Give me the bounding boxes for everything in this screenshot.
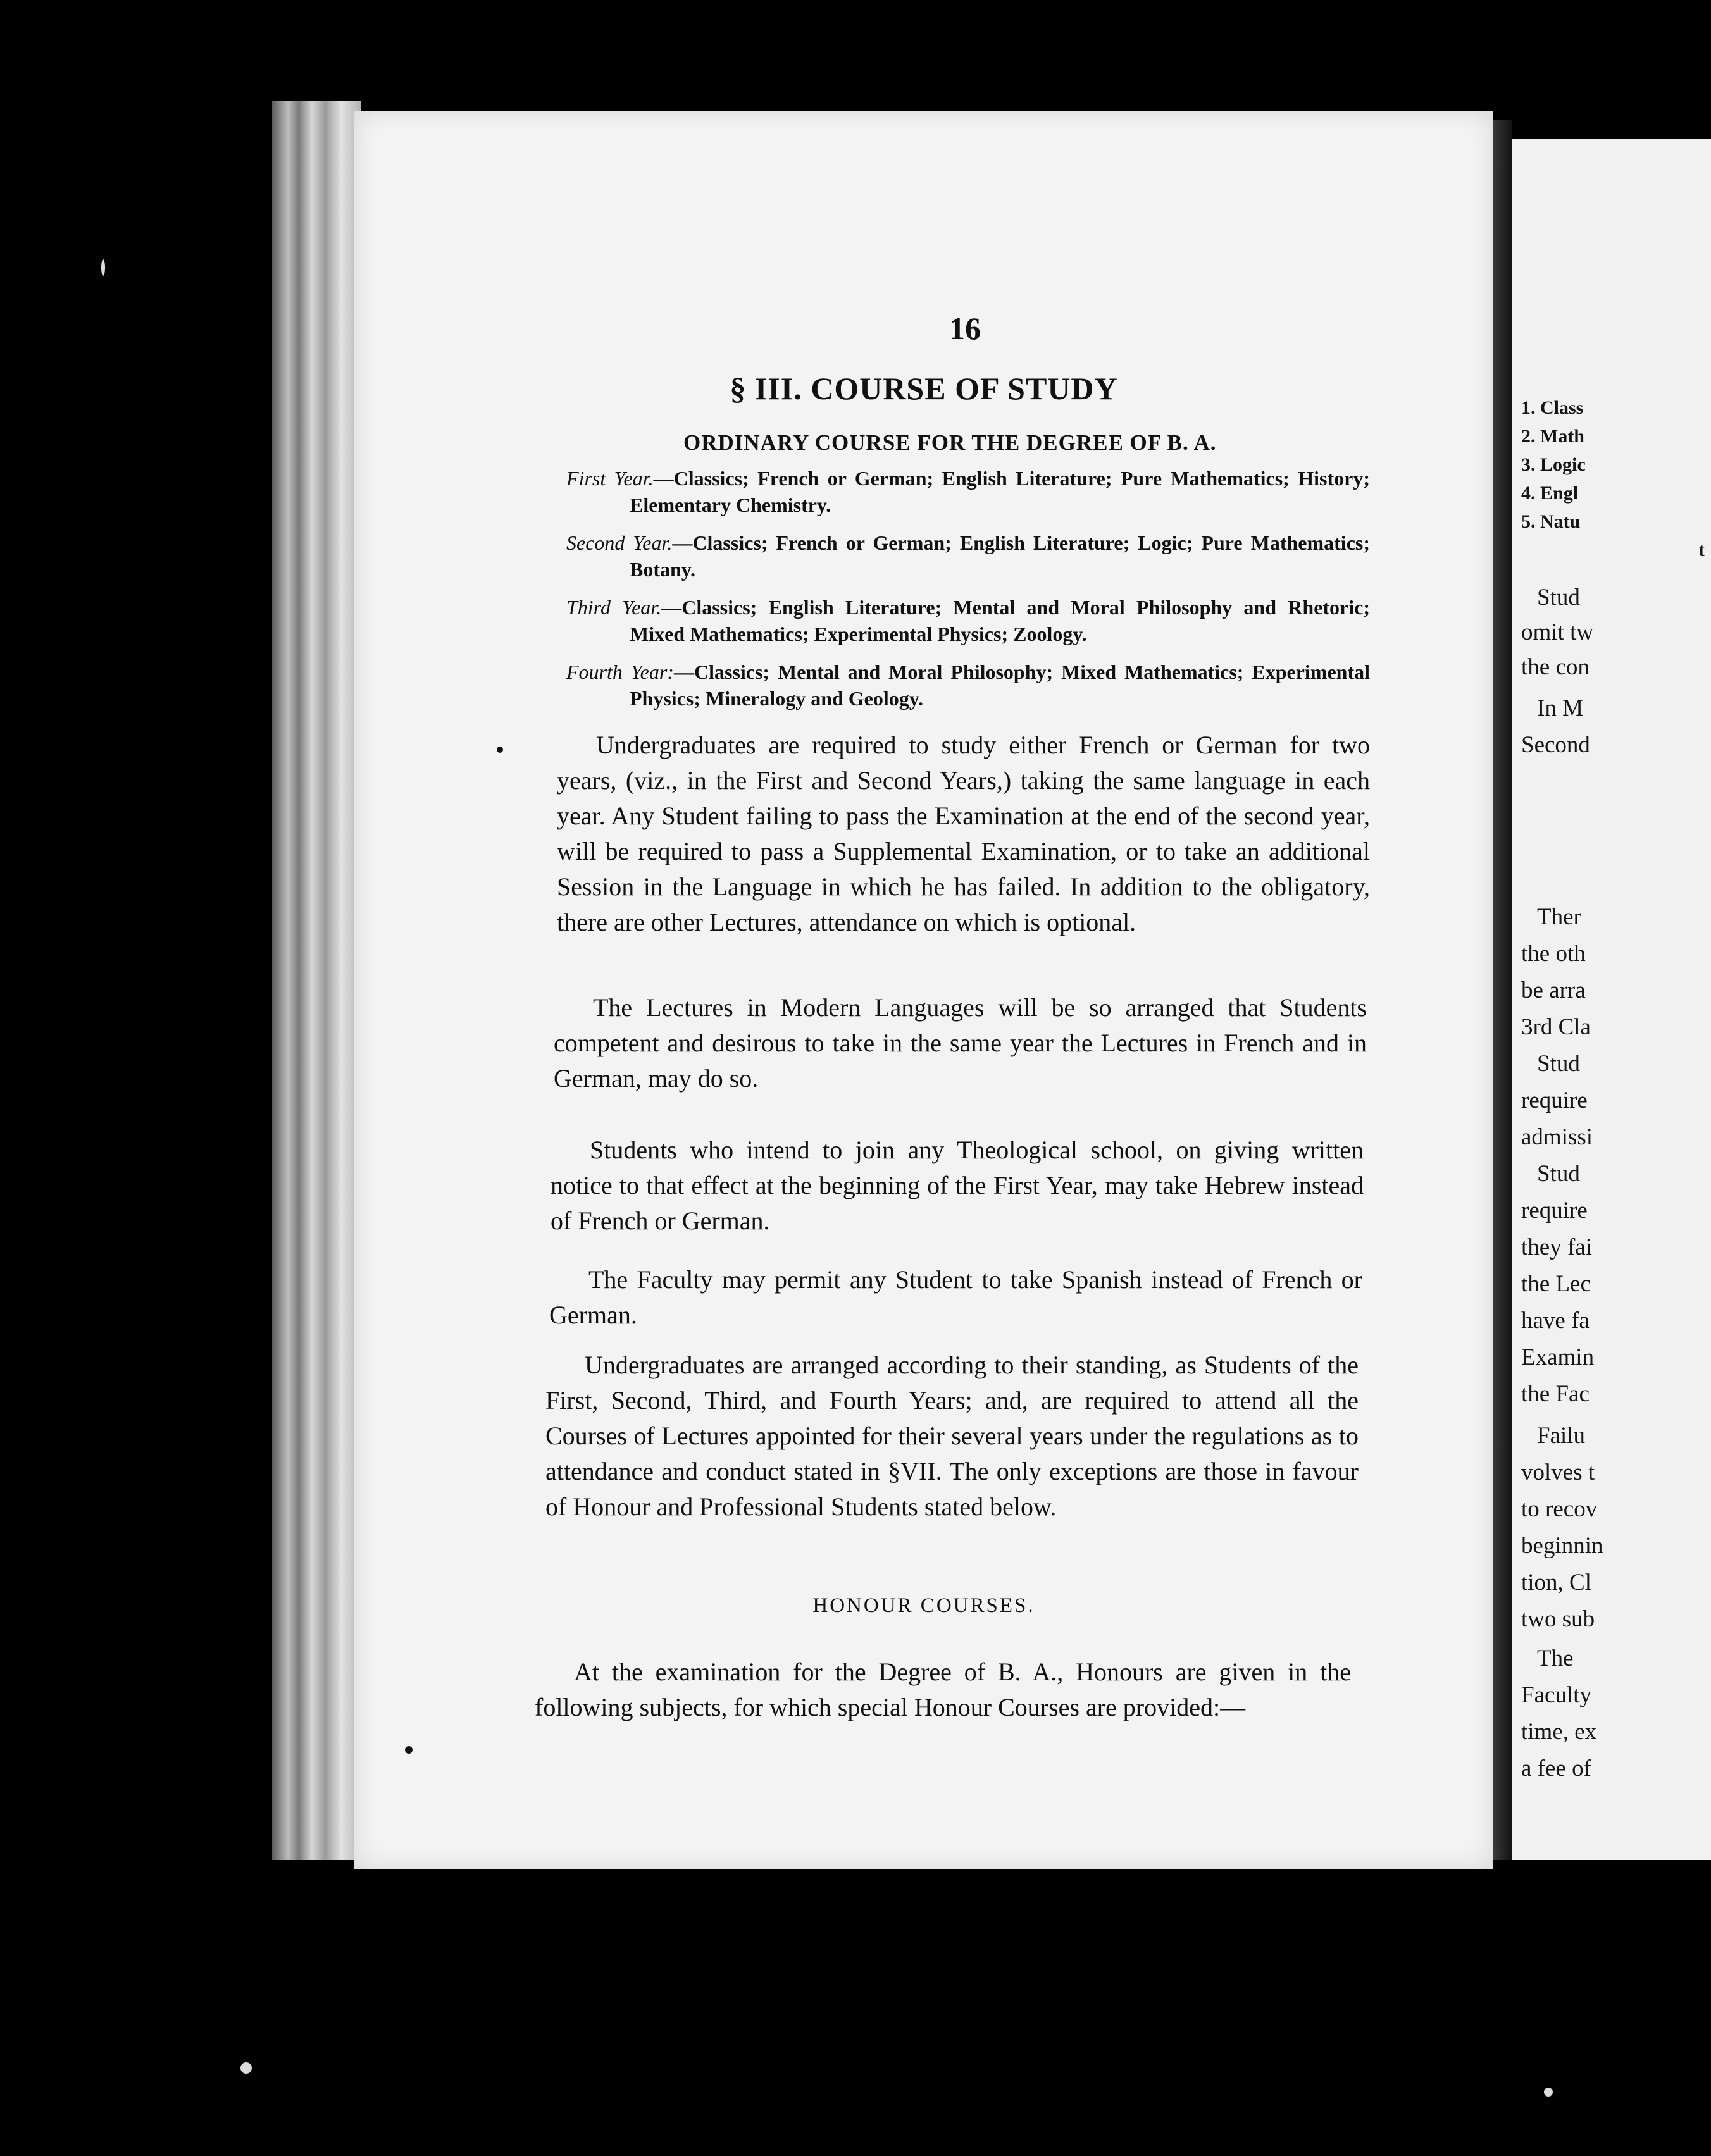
right-fragment: have fa bbox=[1521, 1308, 1590, 1334]
right-fragment: 2. Math bbox=[1521, 426, 1584, 447]
right-fragment: 3rd Cla bbox=[1521, 1014, 1591, 1040]
right-fragment: require bbox=[1521, 1198, 1588, 1224]
right-fragment: Second bbox=[1521, 732, 1590, 758]
paragraph-hebrew: Students who intend to join any Theological school, on giving written notice to that effect at the beginning of the First Year, may take Hebrew instead of French or German. bbox=[551, 1136, 1364, 1235]
right-fragment: the Fac bbox=[1521, 1381, 1590, 1407]
course-year: Second Year. bbox=[566, 531, 673, 554]
course-list bbox=[566, 465, 1370, 723]
course-year: First Year. bbox=[566, 467, 654, 490]
scan-speck bbox=[497, 747, 503, 753]
right-fragment: Stud bbox=[1537, 1051, 1580, 1077]
right-fragment: The bbox=[1537, 1645, 1574, 1671]
right-fragment: two sub bbox=[1521, 1606, 1595, 1632]
course-subjects: —Classics; French or German; English Literature; Pure Mathematics; History; Elementary Chemistry. bbox=[630, 467, 1371, 516]
course-item-first-year bbox=[566, 465, 1370, 518]
course-item-fourth-year bbox=[566, 659, 1370, 712]
right-fragment: be arra bbox=[1521, 977, 1586, 1003]
right-fragment: Stud bbox=[1537, 1161, 1580, 1187]
course-year: Fourth Year: bbox=[566, 660, 674, 683]
paragraph-spanish: The Faculty may permit any Student to take Spanish instead of French or German. bbox=[549, 1265, 1362, 1329]
scan-speck bbox=[101, 259, 105, 276]
right-fragment: t bbox=[1698, 540, 1705, 561]
right-fragment: the Lec bbox=[1521, 1271, 1591, 1297]
right-fragment: 3. Logic bbox=[1521, 454, 1586, 475]
right-fragment: volves t bbox=[1521, 1459, 1595, 1485]
right-fragment: the con bbox=[1521, 654, 1590, 680]
honour-courses-heading: HONOUR COURSES. bbox=[812, 1594, 1035, 1617]
course-year: Third Year. bbox=[566, 596, 662, 619]
right-fragment: Faculty bbox=[1521, 1682, 1591, 1708]
right-fragment: a fee of bbox=[1521, 1756, 1591, 1781]
paragraph-language-requirement: Undergraduates are required to study either French or German for two years, (viz., in the First and Second Years,) taking the same language in each year. Any Student failing to pass the Examination at the end of the second year, will be required to pass a Supplemental Examination, or to take an additional Session in the Language in which he has failed. In addition to the obligatory, there are other Lectures, attendance on which is optional. bbox=[557, 731, 1370, 936]
course-item-third-year bbox=[566, 594, 1370, 647]
right-fragment: 4. Engl bbox=[1521, 483, 1579, 504]
right-fragment: Failu bbox=[1537, 1423, 1586, 1449]
right-fragment: time, ex bbox=[1521, 1719, 1597, 1745]
section-title: § III. COURSE OF STUDY bbox=[730, 371, 1118, 406]
right-fragment: 5. Natu bbox=[1521, 511, 1581, 532]
course-item-second-year bbox=[566, 530, 1370, 583]
right-fragment: 1. Class bbox=[1521, 397, 1584, 418]
right-fragment: the oth bbox=[1521, 941, 1586, 967]
right-fragment: admissi bbox=[1521, 1124, 1593, 1150]
book-gutter bbox=[1493, 120, 1512, 1860]
right-fragment: beginnin bbox=[1521, 1533, 1603, 1559]
page-number: 16 bbox=[949, 311, 981, 346]
course-subjects: —Classics; Mental and Moral Philosophy; Mixed Mathematics; Experimental Physics; Mineralogy and Geology. bbox=[630, 660, 1370, 710]
right-fragment: Stud bbox=[1537, 585, 1580, 610]
right-fragment: they fai bbox=[1521, 1234, 1592, 1260]
course-subjects: —Classics; French or German; English Literature; Logic; Pure Mathematics; Botany. bbox=[630, 531, 1371, 581]
paragraph-honours: At the examination for the Degree of B. A., Honours are given in the following subjects, for which special Honour Courses are provided:— bbox=[535, 1657, 1351, 1721]
right-fragment: In M bbox=[1537, 695, 1583, 721]
right-fragment: require bbox=[1521, 1087, 1588, 1113]
right-fragment: Examin bbox=[1521, 1344, 1595, 1370]
course-title: ORDINARY COURSE FOR THE DEGREE OF B. A. bbox=[683, 430, 1217, 455]
course-subjects: —Classics; English Literature; Mental and Moral Philosophy and Rhetoric; Mixed Mathematics; Experimental Physics; Zoology. bbox=[630, 596, 1371, 645]
scan-speck bbox=[240, 2062, 252, 2074]
scan-speck bbox=[405, 1746, 413, 1754]
paragraph-standing: Undergraduates are arranged according to their standing, as Students of the First, Second, Third, and Fourth Years; and, are required to attend all the Courses of Lectures appointed for their several years under the regulations as to attendance and conduct stated in §VII. The only exceptions are those in favour of Honour and Professional Students stated below. bbox=[545, 1351, 1359, 1521]
right-fragment: tion, Cl bbox=[1521, 1570, 1592, 1595]
right-fragment: to recov bbox=[1521, 1496, 1598, 1522]
scan-speck bbox=[1544, 2088, 1553, 2097]
right-fragment: Ther bbox=[1537, 904, 1581, 930]
paragraph-modern-languages: The Lectures in Modern Languages will be so arranged that Students competent and desirous to take in the same year the Lectures in French and in German, may do so. bbox=[554, 993, 1367, 1093]
right-fragment: omit tw bbox=[1521, 619, 1594, 645]
book-page-edges bbox=[272, 101, 361, 1860]
